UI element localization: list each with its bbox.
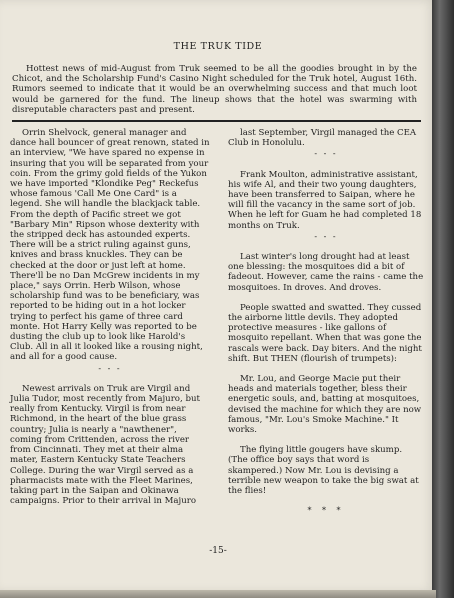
intro-paragraph: Hottest news of mid-August from Truk seemed to be all the goodies brought in by the Chicot, and the Scholarship Fund's Casino Night scheduled for the Truk hotel, August 16th. Rumors seemed to indicate that it would be an overwhelming success and that much loot would be garnered for the fund. The lineup shows that the hotel was swarming with disreputable characters past and present. — [12, 64, 417, 115]
casino-night-paragraph: Orrin Shelvock, general manager and dance hall bouncer of great renown, stated in an interview, "We have spared no expense in insuring that you will be separated from your coin. From the grimy gold fields of the Yukon we have imported "Klondike Peg" Reckefus whose famous 'Call Me One Card" is a legend. She will handle the blackjack table. From the depth of Pacific street we got "Barbary Min" Ripson whose dexterity with the stripped deck has astounded experts. There will be a strict ruling against guns, knives and brass knuckles. They can be checked at the door or just left at home. There'll be no Dan McGrew incidents in my place," says Orrin. Herb Wilson, whose scholarship fund was to be beneficiary, was reported to be hiding out in a hot locker trying to perfect his game of three card monte. Hot Harry Kelly was reported to be dusting the club up to look like Harold's Club. All in all it looked like a rousing night, and all for a good cause. — [10, 128, 210, 363]
separator-dashes: - - - — [314, 231, 338, 241]
separator-dashes: - - - — [98, 363, 122, 373]
page-number: -15- — [209, 546, 227, 556]
cea-club-paragraph: last September, Virgil managed the CEA Club in Honolulu. — [228, 128, 417, 149]
mosquito-paragraph: People swatted and swatted. They cussed the airborne little devils. They adopted protective measures - like gallons of mosquito repellant. When that was gone the rascals were back. Day biters. And the night shift. But THEN (flourish of trumpets): — [228, 302, 422, 364]
left-column — [10, 128, 210, 516]
page-bottom-edge — [0, 590, 436, 598]
section-divider — [12, 120, 421, 122]
flies-paragraph: The flying little gougers have skump. (The office boy says that word is skampered.) Now Mr. Lou is devising a terrible new weapon to take the big swat at the flies! — [228, 445, 419, 497]
drought-paragraph: Last winter's long drought had at least one blessing: the mosquitoes did a bit of fadeout. However, came the rains - came the mosquitoes. In droves. And droves. — [228, 252, 424, 293]
book-binding-edge — [432, 0, 454, 598]
moulton-paragraph: Frank Moulton, administrative assistant, his wife Al, and their two young daughters, have been transferred to Saipan, where he will fill the vacancy in the same sort of job. When he left for Guam he had completed 18 months on Truk. — [228, 169, 422, 231]
end-stars: * * * — [307, 506, 345, 516]
tudor-arrivals-paragraph: Newest arrivals on Truk are Virgil and Julia Tudor, most recently from Majuro, but really from Kentucky. Virgil is from near Richmond, in the heart of the blue grass country; Julia is nearly a "nawthener", coming from Crittenden, across the river from Cincinnati. They met at their alma mater, Eastern Kentucky State Teachers College. During the war Virgil served as a pharmacists mate with the Fleet Marines, taking part in the Saipan and Okinawa campaigns. Prior to their arrival in Majuro — [10, 383, 200, 507]
page-title: THE TRUK TIDE — [173, 41, 263, 52]
separator-dashes: - - - — [314, 149, 338, 159]
right-column — [228, 128, 424, 517]
smoke-machine-paragraph: Mr. Lou, and George Macie put their heads and materials together, bless their energetic souls, and, batting at mosquitoes, devised the machine for which they are now famous, "Mr. Lou's Smoke Machine." It works. — [228, 374, 422, 436]
